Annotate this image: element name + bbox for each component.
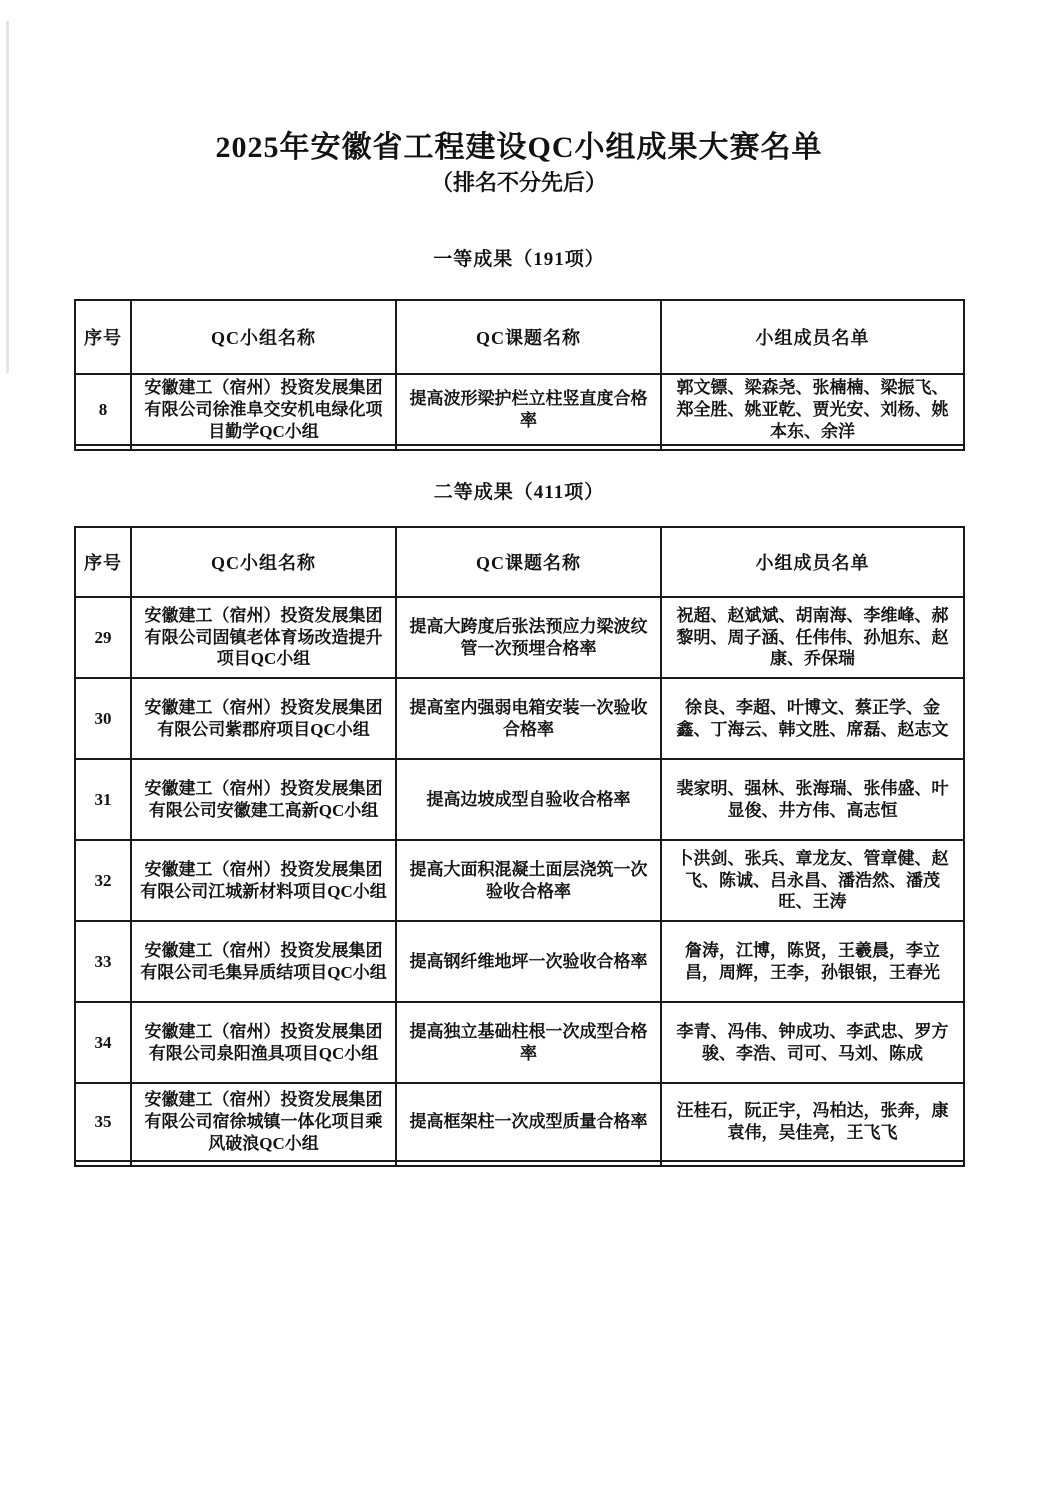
column-header-no: 序号 <box>75 527 131 597</box>
column-header-members: 小组成员名单 <box>661 527 964 597</box>
topic-cell: 提高框架柱一次成型质量合格率 <box>396 1083 661 1161</box>
table-row <box>75 1083 964 1161</box>
page-edge-line <box>6 21 9 373</box>
column-header-topic: QC课题名称 <box>396 527 661 597</box>
table-row <box>75 759 964 840</box>
group-name-cell: 安徽建工（宿州）投资发展集团有限公司固镇老体育场改造提升项目QC小组 <box>131 597 396 678</box>
column-header-topic: QC课题名称 <box>396 300 661 374</box>
serial-cell: 29 <box>75 597 131 678</box>
group-name-cell: 安徽建工（宿州）投资发展集团有限公司毛集异质结项目QC小组 <box>131 921 396 1002</box>
serial-cell: 32 <box>75 840 131 921</box>
topic-cell: 提高室内强弱电箱安装一次验收合格率 <box>396 678 661 759</box>
group-name-cell: 安徽建工（宿州）投资发展集团有限公司宿徐城镇一体化项目乘风破浪QC小组 <box>131 1083 396 1161</box>
table-header-row <box>75 527 964 597</box>
serial-cell: 35 <box>75 1083 131 1161</box>
group-name-cell: 安徽建工（宿州）投资发展集团有限公司徐淮阜交安机电绿化项目勤学QC小组 <box>131 374 396 445</box>
document-header <box>75 130 963 196</box>
topic-cell: 提高波形梁护栏立柱竖直度合格率 <box>396 374 661 445</box>
serial-cell: 34 <box>75 1002 131 1083</box>
topic-cell: 提高大跨度后张法预应力梁波纹管一次预埋合格率 <box>396 597 661 678</box>
serial-cell: 33 <box>75 921 131 1002</box>
table-header-row <box>75 300 964 374</box>
column-header-members: 小组成员名单 <box>661 300 964 374</box>
column-header-group: QC小组名称 <box>131 300 396 374</box>
second-prize-table <box>74 526 965 1167</box>
table-row <box>75 678 964 759</box>
group-name-cell: 安徽建工（宿州）投资发展集团有限公司江城新材料项目QC小组 <box>131 840 396 921</box>
document-subtitle: （排名不分先后） <box>430 170 607 195</box>
table-row <box>75 840 964 921</box>
column-header-no: 序号 <box>75 300 131 374</box>
document-title: 2025年安徽省工程建设QC小组成果大赛名单 <box>215 131 823 164</box>
topic-cell: 提高钢纤维地坪一次验收合格率 <box>396 921 661 1002</box>
members-cell: 汪桂石，阮正宇，冯柏达，张奔，康袁伟，吴佳亮，王飞飞 <box>661 1083 964 1161</box>
topic-cell: 提高大面积混凝土面层浇筑一次验收合格率 <box>396 840 661 921</box>
members-cell: 祝超、赵斌斌、胡南海、李维峰、郝黎明、周子涵、任伟伟、孙旭东、赵康、乔保瑞 <box>661 597 964 678</box>
members-cell: 徐良、李超、叶博文、蔡正学、金鑫、丁海云、韩文胜、席磊、赵志文 <box>661 678 964 759</box>
table-row <box>75 597 964 678</box>
first-prize-table <box>74 299 965 451</box>
group-name-cell: 安徽建工（宿州）投资发展集团有限公司安徽建工高新QC小组 <box>131 759 396 840</box>
cropped-partial-row <box>75 445 964 450</box>
table-row <box>75 921 964 1002</box>
section-heading-first-prize: 一等成果（191项） <box>433 249 605 270</box>
members-cell: 裴家明、强林、张海瑞、张伟盛、叶显俊、井方伟、高志恒 <box>661 759 964 840</box>
cropped-partial-row <box>75 1161 964 1166</box>
section-heading-second-prize: 二等成果（411项） <box>433 482 605 503</box>
group-name-cell: 安徽建工（宿州）投资发展集团有限公司紫郡府项目QC小组 <box>131 678 396 759</box>
members-cell: 卜洪剑、张兵、章龙友、管章健、赵飞、陈诚、吕永昌、潘浩然、潘茂旺、王涛 <box>661 840 964 921</box>
group-name-cell: 安徽建工（宿州）投资发展集团有限公司泉阳渔具项目QC小组 <box>131 1002 396 1083</box>
column-header-group: QC小组名称 <box>131 527 396 597</box>
members-cell: 李青、冯伟、钟成功、李武忠、罗方骏、李浩、司可、马刘、陈成 <box>661 1002 964 1083</box>
members-cell: 詹涛，江博，陈贤，王羲晨，李立昌，周辉，王李，孙银银，王春光 <box>661 921 964 1002</box>
table-row <box>75 1002 964 1083</box>
members-cell: 郭文镖、梁森尧、张楠楠、梁振飞、郑全胜、姚亚乾、贾光安、刘杨、姚本东、余洋 <box>661 374 964 445</box>
topic-cell: 提高边坡成型自验收合格率 <box>396 759 661 840</box>
serial-cell: 31 <box>75 759 131 840</box>
topic-cell: 提高独立基础柱根一次成型合格率 <box>396 1002 661 1083</box>
table-row <box>75 374 964 445</box>
serial-cell: 30 <box>75 678 131 759</box>
serial-cell: 8 <box>75 374 131 445</box>
